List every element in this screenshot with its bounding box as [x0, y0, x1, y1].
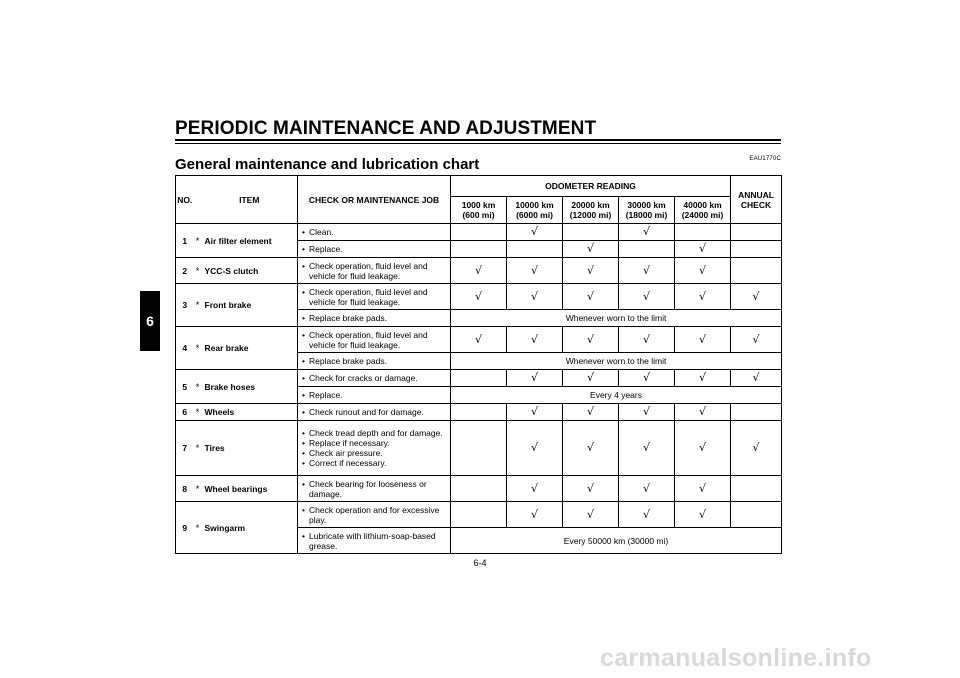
item-name: Air filter element — [202, 224, 298, 258]
odo-mi: (12000 mi) — [569, 210, 612, 220]
header-no: NO. — [176, 176, 194, 224]
odo-mi: (6000 mi) — [516, 210, 553, 220]
check-mark-icon: √ — [675, 258, 731, 284]
check-mark-icon: √ — [675, 404, 731, 421]
job-cell — [298, 258, 451, 284]
row-number: 9 — [176, 502, 194, 554]
row-number: 4 — [176, 327, 194, 370]
job-line: • Clean. — [302, 227, 447, 237]
check-mark-icon: √ — [619, 404, 675, 421]
table-row — [176, 404, 782, 421]
header-annual: ANNUAL CHECK — [731, 176, 782, 224]
interval-note: Every 4 years — [451, 387, 782, 404]
chapter-tab: 6 — [140, 291, 160, 351]
job-cell — [298, 528, 451, 554]
job-line: • Replace if necessary. — [302, 438, 447, 448]
job-cell — [298, 224, 451, 241]
job-line: • Check tread depth and for damage. — [302, 428, 447, 438]
check-cell — [451, 421, 507, 476]
row-number: 3 — [176, 284, 194, 327]
star-mark: * — [194, 476, 202, 502]
item-name: YCC-S clutch — [202, 258, 298, 284]
item-name: Rear brake — [202, 327, 298, 370]
check-mark-icon: √ — [619, 502, 675, 528]
check-cell — [731, 404, 782, 421]
check-cell — [451, 241, 507, 258]
check-cell — [563, 224, 619, 241]
check-cell — [451, 502, 507, 528]
header-odo-4 — [619, 197, 675, 224]
item-name: Tires — [202, 421, 298, 476]
row-number: 5 — [176, 370, 194, 404]
check-mark-icon: √ — [563, 404, 619, 421]
star-mark: * — [194, 421, 202, 476]
header-item: ITEM — [202, 176, 298, 224]
watermark: carmanualsonline.info — [600, 644, 872, 672]
check-mark-icon: √ — [451, 284, 507, 310]
job-cell — [298, 404, 451, 421]
check-cell — [451, 476, 507, 502]
item-name: Swingarm — [202, 502, 298, 554]
title-rule-thin — [175, 143, 781, 144]
job-cell — [298, 421, 451, 476]
odo-km: 20000 km — [571, 200, 610, 210]
job-line: • Replace. — [302, 390, 447, 400]
item-name: Wheel bearings — [202, 476, 298, 502]
item-name: Brake hoses — [202, 370, 298, 404]
check-mark-icon: √ — [451, 258, 507, 284]
check-mark-icon: √ — [619, 327, 675, 353]
job-line: • Check bearing for looseness or damage. — [302, 479, 447, 499]
check-mark-icon: √ — [619, 284, 675, 310]
title-rule-thick — [175, 139, 781, 141]
job-cell — [298, 476, 451, 502]
check-mark-icon: √ — [507, 370, 563, 387]
check-mark-icon: √ — [675, 502, 731, 528]
job-line: • Correct if necessary. — [302, 458, 447, 468]
job-cell — [298, 353, 451, 370]
check-cell — [731, 224, 782, 241]
check-cell — [451, 404, 507, 421]
check-cell — [451, 370, 507, 387]
section-title: General maintenance and lubrication chart — [175, 156, 480, 173]
check-mark-icon: √ — [507, 502, 563, 528]
check-mark-icon: √ — [563, 241, 619, 258]
row-number: 2 — [176, 258, 194, 284]
header-odo-5 — [675, 197, 731, 224]
odo-mi: (600 mi) — [462, 210, 495, 220]
check-cell — [731, 476, 782, 502]
check-cell — [675, 224, 731, 241]
job-cell — [298, 387, 451, 404]
row-number: 7 — [176, 421, 194, 476]
job-line: • Check operation and for excessive play. — [302, 505, 447, 525]
maintenance-chart — [175, 175, 782, 554]
header-odo-1 — [451, 197, 507, 224]
job-cell — [298, 284, 451, 310]
table-row — [176, 327, 782, 353]
check-mark-icon: √ — [563, 258, 619, 284]
check-mark-icon: √ — [731, 284, 782, 310]
job-line: • Check for cracks or damage. — [302, 373, 447, 383]
job-cell — [298, 502, 451, 528]
job-line: • Check operation, fluid level and vehicle for fluid leakage. — [302, 261, 447, 281]
table-row — [176, 284, 782, 310]
check-mark-icon: √ — [563, 370, 619, 387]
job-line: • Check runout and for damage. — [302, 407, 447, 417]
check-cell — [731, 258, 782, 284]
check-mark-icon: √ — [507, 284, 563, 310]
check-mark-icon: √ — [507, 224, 563, 241]
header-odometer: ODOMETER READING — [451, 176, 731, 197]
table-row — [176, 476, 782, 502]
header-odo-2 — [507, 197, 563, 224]
check-mark-icon: √ — [563, 476, 619, 502]
job-cell — [298, 327, 451, 353]
check-mark-icon: √ — [619, 258, 675, 284]
row-number: 1 — [176, 224, 194, 258]
check-mark-icon: √ — [675, 370, 731, 387]
job-line: • Lubricate with lithium-soap-based grease. — [302, 531, 447, 551]
check-mark-icon: √ — [563, 284, 619, 310]
header-odo-3 — [563, 197, 619, 224]
odo-mi: (18000 mi) — [625, 210, 668, 220]
check-mark-icon: √ — [507, 421, 563, 476]
star-mark: * — [194, 370, 202, 404]
document-code: EAU1770C — [749, 156, 781, 162]
check-mark-icon: √ — [731, 327, 782, 353]
table-row — [176, 421, 782, 476]
job-cell — [298, 241, 451, 258]
job-line: • Check operation, fluid level and vehicle for fluid leakage. — [302, 330, 447, 350]
interval-note: Whenever worn to the limit — [451, 310, 782, 327]
table-row — [176, 370, 782, 387]
check-mark-icon: √ — [507, 327, 563, 353]
check-cell — [451, 224, 507, 241]
check-mark-icon: √ — [563, 327, 619, 353]
header-spacer — [194, 176, 202, 224]
star-mark: * — [194, 327, 202, 370]
check-mark-icon: √ — [451, 327, 507, 353]
job-cell — [298, 370, 451, 387]
check-mark-icon: √ — [731, 370, 782, 387]
check-mark-icon: √ — [675, 476, 731, 502]
table-row — [176, 258, 782, 284]
job-line: • Replace brake pads. — [302, 356, 447, 366]
check-mark-icon: √ — [563, 421, 619, 476]
check-mark-icon: √ — [563, 502, 619, 528]
row-number: 8 — [176, 476, 194, 502]
check-mark-icon: √ — [619, 421, 675, 476]
item-name: Front brake — [202, 284, 298, 327]
row-number: 6 — [176, 404, 194, 421]
item-name: Wheels — [202, 404, 298, 421]
check-mark-icon: √ — [507, 476, 563, 502]
star-mark: * — [194, 404, 202, 421]
interval-note: Whenever worn to the limit — [451, 353, 782, 370]
odo-km: 40000 km — [683, 200, 722, 210]
star-mark: * — [194, 284, 202, 327]
job-line: • Check operation, fluid level and vehicle for fluid leakage. — [302, 287, 447, 307]
job-line: • Check air pressure. — [302, 448, 447, 458]
odo-mi: (24000 mi) — [681, 210, 724, 220]
check-mark-icon: √ — [675, 327, 731, 353]
odo-km: 30000 km — [627, 200, 666, 210]
check-cell — [731, 241, 782, 258]
odo-km: 10000 km — [515, 200, 554, 210]
interval-note: Every 50000 km (30000 mi) — [451, 528, 782, 554]
job-line: • Replace. — [302, 244, 447, 254]
star-mark: * — [194, 258, 202, 284]
page-number: 6-4 — [473, 558, 487, 568]
job-cell — [298, 310, 451, 327]
check-cell — [507, 241, 563, 258]
check-mark-icon: √ — [731, 421, 782, 476]
check-cell — [619, 241, 675, 258]
table-row — [176, 502, 782, 528]
header-job: CHECK OR MAINTENANCE JOB — [298, 176, 451, 224]
check-mark-icon: √ — [507, 258, 563, 284]
check-mark-icon: √ — [619, 370, 675, 387]
table-row — [176, 224, 782, 241]
page-title: PERIODIC MAINTENANCE AND ADJUSTMENT — [175, 118, 597, 139]
star-mark: * — [194, 224, 202, 258]
check-mark-icon: √ — [619, 224, 675, 241]
check-mark-icon: √ — [675, 284, 731, 310]
check-mark-icon: √ — [507, 404, 563, 421]
job-line: • Replace brake pads. — [302, 313, 447, 323]
check-mark-icon: √ — [619, 476, 675, 502]
check-mark-icon: √ — [675, 421, 731, 476]
star-mark: * — [194, 502, 202, 554]
check-mark-icon: √ — [675, 241, 731, 258]
odo-km: 1000 km — [461, 200, 496, 210]
check-cell — [731, 502, 782, 528]
